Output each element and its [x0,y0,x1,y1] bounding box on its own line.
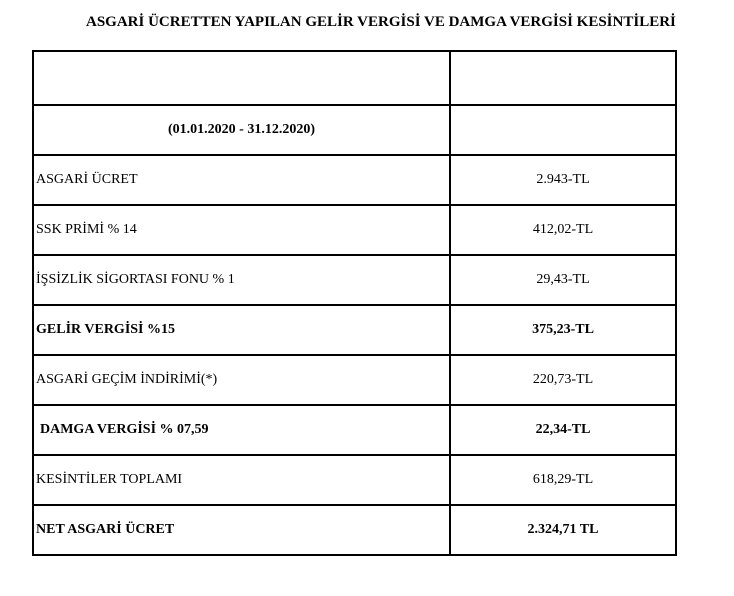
row-label: ASGARİ ÜCRET [33,155,450,205]
period-label: (01.01.2020 - 31.12.2020) [33,105,450,155]
row-label: DAMGA VERGİSİ % 07,59 [33,405,450,455]
empty-cell [450,105,676,155]
row-value: 220,73-TL [450,355,676,405]
row-value: 22,34-TL [450,405,676,455]
deductions-table [32,50,677,556]
row-label: NET ASGARİ ÜCRET [33,505,450,555]
document-title: ASGARİ ÜCRETTEN YAPILAN GELİR VERGİSİ VE DAMGA VERGİSİ KESİNTİLERİ [86,14,676,30]
row-label: ASGARİ GEÇİM İNDİRİMİ(*) [33,355,450,405]
row-label: SSK PRİMİ % 14 [33,205,450,255]
row-label: İŞSİZLİK SİGORTASI FONU % 1 [33,255,450,305]
row-value: 2.324,71 TL [450,505,676,555]
row-label: GELİR VERGİSİ %15 [33,305,450,355]
row-label: KESİNTİLER TOPLAMI [33,455,450,505]
table-row [33,405,676,455]
row-value: 29,43-TL [450,255,676,305]
table-row [33,255,676,305]
row-value: 375,23-TL [450,305,676,355]
empty-cell [33,51,450,105]
table-row [33,505,676,555]
table-row-period [33,105,676,155]
row-value: 2.943-TL [450,155,676,205]
table-row-empty [33,51,676,105]
row-value: 618,29-TL [450,455,676,505]
table-row [33,355,676,405]
table-row [33,455,676,505]
table-row [33,155,676,205]
table-row [33,205,676,255]
table-row [33,305,676,355]
row-value: 412,02-TL [450,205,676,255]
empty-cell [450,51,676,105]
